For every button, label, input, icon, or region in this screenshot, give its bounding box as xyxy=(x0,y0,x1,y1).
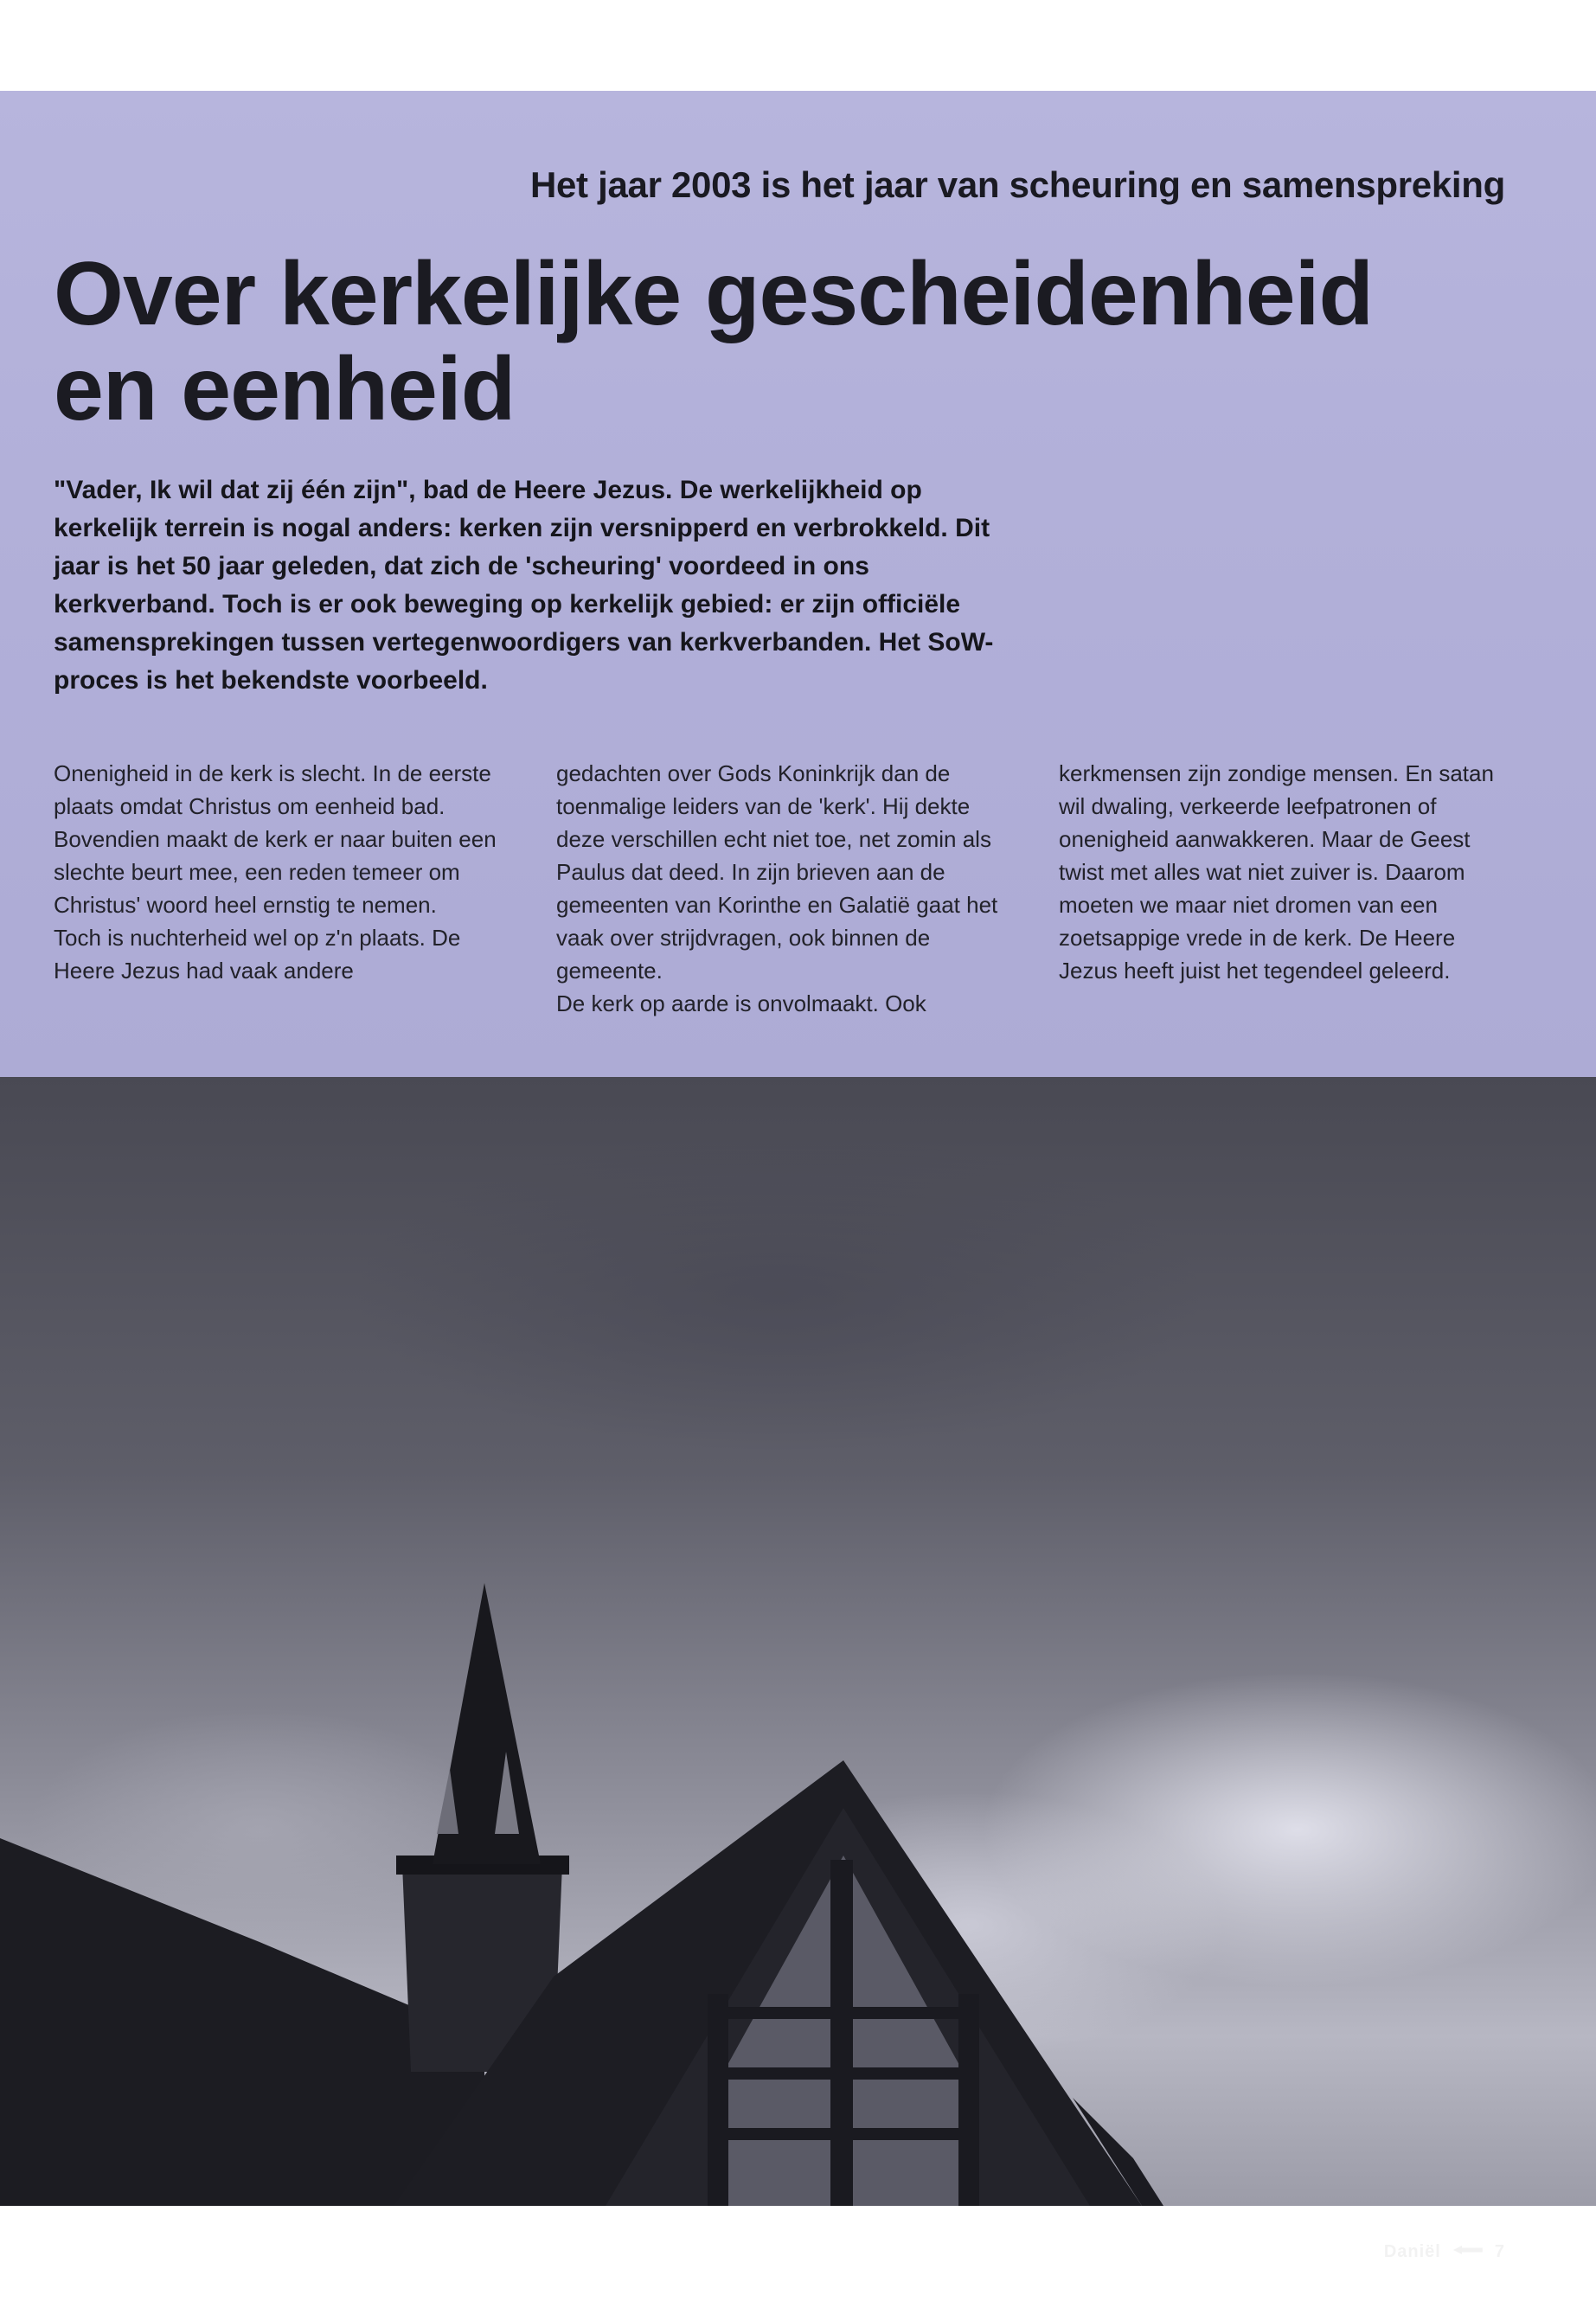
article-lead: "Vader, Ik wil dat zij één zijn", bad de Heere Jezus. De werkelijkheid op kerkelijk terrein is nogal anders: kerken zijn versnipperd en verbrokkeld. Dit jaar is het 50 jaar geleden, dat zich de 'scheuring' voordeed in ons kerkverband. Toch is er ook beweging op kerkelijk gebied: er zijn officiële samensprekingen tussen vertegenwoordigers van kerkverbanden. Het SoW-proces is het bekendste voorbeeld. xyxy=(54,476,994,695)
headline-line-2: en eenheid xyxy=(54,339,516,439)
column-1-paragraph-1: Onenigheid in de kerk is slecht. In de eerste plaats omdat Christus om eenheid bad. Bovendien maakt de kerk er naar buiten een slechte beurt mee, een reden temeer om Christus' woord heel ernstig te nemen. xyxy=(54,760,497,918)
arrow-icon xyxy=(1453,2246,1483,2254)
headline-line-1: Over kerkelijke gescheidenheid xyxy=(54,244,1374,344)
magazine-page xyxy=(0,91,1596,2261)
column-2-paragraph-1: gedachten over Gods Koninkrijk dan de toenmalige leiders van de 'kerk'. Hij dekte deze verschillen echt niet toe, net zomin als Paulus dat deed. In zijn brieven aan de gemeenten van Korinthe en Galatië gaat het vaak over strijdvragen, ook binnen de gemeente. xyxy=(556,760,998,984)
page-footer xyxy=(1384,2242,1505,2262)
magazine-name: Daniël xyxy=(1383,2242,1441,2261)
article-header-panel xyxy=(0,91,1596,1077)
body-column-3 xyxy=(1059,757,1509,987)
column-3-paragraph-1: kerkmensen zijn zondige mensen. En satan wil dwaling, verkeerde leefpatronen of onenigheid aanwakkeren. Maar de Geest twist met alles wat niet zuiver is. Daarom moeten we maar niet dromen van een zoetsappige vrede in de kerk. De Heere Jezus heeft juist het tegendeel geleerd. xyxy=(1059,760,1494,984)
body-column-2 xyxy=(556,757,1006,1020)
column-1-paragraph-2: Toch is nuchterheid wel op z'n plaats. De Heere Jezus had vaak andere xyxy=(54,925,461,984)
body-column-1 xyxy=(54,757,503,987)
article-headline xyxy=(54,244,1524,439)
church-silhouette xyxy=(0,1077,1596,2206)
column-2-paragraph-2: De kerk op aarde is onvolmaakt. Ook xyxy=(556,990,926,1016)
article-kicker: Het jaar 2003 is het jaar van scheuring en samenspreking xyxy=(529,164,1505,205)
church-photo xyxy=(0,1077,1596,2261)
page-number: 7 xyxy=(1494,2242,1505,2261)
